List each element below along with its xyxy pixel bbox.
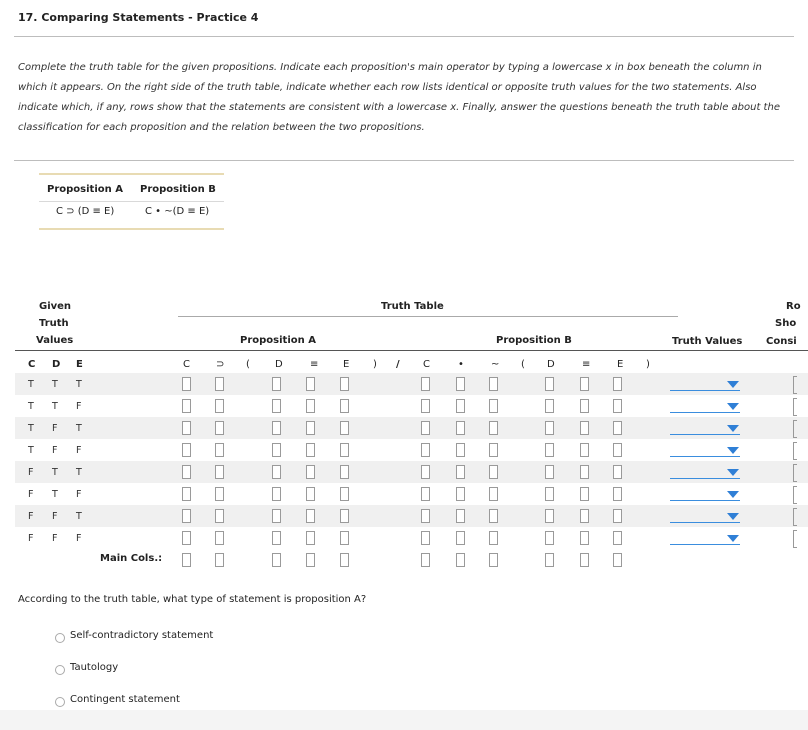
truth-value-input[interactable]: [182, 487, 191, 501]
truth-value-input[interactable]: [215, 487, 224, 501]
truth-value-input[interactable]: [340, 465, 349, 479]
prop-b-header: Proposition B: [140, 184, 216, 195]
var-c-header: C: [28, 359, 36, 370]
truth-value-input[interactable]: [580, 465, 589, 479]
truth-value-input[interactable]: [545, 509, 554, 523]
truth-value-input[interactable]: [489, 443, 498, 457]
main-col-input[interactable]: [306, 553, 315, 567]
main-cols-label: Main Cols.:: [100, 553, 163, 564]
symbol-b-c: C: [423, 359, 430, 370]
symbol-b-tilde: ~: [491, 359, 500, 370]
consistent-input[interactable]: [793, 398, 797, 416]
truth-value-input[interactable]: [489, 465, 498, 479]
truth-value-input[interactable]: [421, 509, 430, 523]
prop-box-bottom-rule: [39, 228, 224, 230]
dropdown-arrow-icon[interactable]: [727, 447, 739, 454]
truth-value-input[interactable]: [545, 443, 554, 457]
given-value: F: [28, 533, 34, 544]
given-value: T: [28, 423, 34, 434]
truth-values-dropdown[interactable]: [670, 434, 740, 435]
truth-value-input[interactable]: [421, 465, 430, 479]
symbol-a-rparen: ): [373, 359, 377, 370]
consistent-header-cut: Consi: [766, 336, 797, 347]
truth-value-input[interactable]: [272, 443, 281, 457]
truth-value-input[interactable]: [215, 509, 224, 523]
given-label-2: Truth: [39, 318, 69, 329]
given-value: T: [52, 379, 58, 390]
truth-value-input[interactable]: [613, 443, 622, 457]
truth-value-input[interactable]: [215, 377, 224, 391]
symbol-a-d: D: [275, 359, 283, 370]
truth-value-input[interactable]: [613, 531, 622, 545]
symbol-a-c: C: [183, 359, 190, 370]
truth-value-input[interactable]: [272, 399, 281, 413]
truth-value-input[interactable]: [340, 487, 349, 501]
symbol-a-horseshoe: ⊃: [216, 359, 225, 370]
table-row: [15, 395, 808, 417]
consistent-input[interactable]: [793, 464, 797, 482]
main-col-input[interactable]: [580, 553, 589, 567]
consistent-input[interactable]: [793, 376, 797, 394]
symbol-b-equiv: ≡: [582, 359, 591, 370]
consistent-input[interactable]: [793, 486, 797, 504]
truth-value-input[interactable]: [182, 421, 191, 435]
truth-value-input[interactable]: [613, 465, 622, 479]
truth-value-input[interactable]: [489, 377, 498, 391]
truth-value-input[interactable]: [340, 509, 349, 523]
var-d-header: D: [52, 359, 61, 370]
main-col-input[interactable]: [272, 553, 281, 567]
truth-value-input[interactable]: [215, 443, 224, 457]
truth-table-label: Truth Table: [381, 301, 444, 312]
truth-value-input[interactable]: [272, 465, 281, 479]
truth-value-input[interactable]: [456, 399, 465, 413]
given-value: F: [76, 401, 82, 412]
prop-a-header: Proposition A: [47, 184, 123, 195]
given-value: T: [76, 379, 82, 390]
consistent-input[interactable]: [793, 442, 797, 460]
truth-value-input[interactable]: [489, 421, 498, 435]
symbol-b-rparen: ): [646, 359, 650, 370]
truth-value-input[interactable]: [215, 465, 224, 479]
option-contingent[interactable]: Contingent statement: [70, 694, 180, 705]
main-col-input[interactable]: [489, 553, 498, 567]
prop-b-formula: C • ~(D ≡ E): [145, 206, 210, 217]
truth-value-input[interactable]: [489, 399, 498, 413]
prop-a-column-header: Proposition A: [240, 335, 316, 346]
var-e-header: E: [76, 359, 83, 370]
truth-value-input[interactable]: [456, 377, 465, 391]
truth-value-input[interactable]: [306, 377, 315, 391]
rows-header-cut: Ro: [786, 301, 801, 312]
separator-slash: /: [396, 359, 400, 370]
truth-value-input[interactable]: [580, 443, 589, 457]
main-col-input[interactable]: [613, 553, 622, 567]
truth-value-input[interactable]: [182, 531, 191, 545]
truth-value-input[interactable]: [489, 509, 498, 523]
truth-value-input[interactable]: [456, 465, 465, 479]
truth-values-dropdown[interactable]: [670, 522, 740, 523]
truth-value-input[interactable]: [421, 487, 430, 501]
symbol-b-e: E: [617, 359, 624, 370]
symbol-b-lparen: (: [521, 359, 525, 370]
truth-value-input[interactable]: [306, 443, 315, 457]
given-value: T: [52, 467, 58, 478]
given-value: F: [28, 489, 34, 500]
dropdown-arrow-icon[interactable]: [727, 513, 739, 520]
main-col-input[interactable]: [421, 553, 430, 567]
truth-value-input[interactable]: [421, 443, 430, 457]
given-value: F: [52, 533, 58, 544]
table-row: [15, 527, 808, 549]
divider: [14, 36, 794, 37]
symbol-b-dot: •: [458, 359, 464, 370]
truth-value-input[interactable]: [306, 531, 315, 545]
table-row: [15, 439, 808, 461]
dropdown-arrow-icon[interactable]: [727, 491, 739, 498]
prop-b-column-header: Proposition B: [496, 335, 572, 346]
truth-value-input[interactable]: [306, 421, 315, 435]
truth-value-input[interactable]: [340, 399, 349, 413]
option-tautology[interactable]: Tautology: [70, 662, 119, 673]
truth-value-input[interactable]: [545, 377, 554, 391]
truth-value-input[interactable]: [456, 487, 465, 501]
truth-value-input[interactable]: [340, 443, 349, 457]
truth-table-rule: [178, 316, 678, 317]
truth-value-input[interactable]: [306, 509, 315, 523]
symbol-a-lparen: (: [246, 359, 250, 370]
truth-value-input[interactable]: [272, 509, 281, 523]
consistent-input[interactable]: [793, 530, 797, 548]
truth-value-input[interactable]: [545, 399, 554, 413]
truth-value-input[interactable]: [421, 399, 430, 413]
given-value: T: [28, 379, 34, 390]
symbol-b-d: D: [547, 359, 555, 370]
truth-value-input[interactable]: [215, 399, 224, 413]
given-value: F: [76, 445, 82, 456]
truth-value-input[interactable]: [613, 509, 622, 523]
main-col-input[interactable]: [340, 553, 349, 567]
truth-value-input[interactable]: [456, 443, 465, 457]
radio-contingent[interactable]: [55, 697, 65, 707]
truth-value-input[interactable]: [306, 399, 315, 413]
divider: [14, 160, 794, 161]
dropdown-arrow-icon[interactable]: [727, 403, 739, 410]
main-col-input[interactable]: [456, 553, 465, 567]
truth-value-input[interactable]: [306, 487, 315, 501]
given-value: T: [52, 401, 58, 412]
table-row: [15, 417, 808, 439]
truth-value-input[interactable]: [580, 377, 589, 391]
truth-value-input[interactable]: [272, 531, 281, 545]
truth-value-input[interactable]: [421, 421, 430, 435]
truth-value-input[interactable]: [580, 421, 589, 435]
given-value: T: [28, 401, 34, 412]
truth-value-input[interactable]: [613, 421, 622, 435]
instructions: Complete the truth table for the given propositions. Indicate each proposition's main operator by typing a lowercase x in box beneath the column in which it appears. On the right side of the truth table, indicate whether each row lists identical or opposite truth values for the two statements. Also indicate which, if any, rows show that the statements are consistent with a lowercase x. Finally, answer the questions beneath the truth table about the classification for each proposition and the relation between the two propositions.: [18, 62, 780, 133]
truth-values-dropdown[interactable]: [670, 456, 740, 457]
symbol-a-equiv: ≡: [310, 359, 319, 370]
table-row: [15, 505, 808, 527]
truth-value-input[interactable]: [613, 487, 622, 501]
given-value: T: [76, 467, 82, 478]
truth-value-input[interactable]: [182, 399, 191, 413]
truth-values-dropdown[interactable]: [670, 412, 740, 413]
truth-values-dropdown[interactable]: [670, 390, 740, 391]
main-col-input[interactable]: [182, 553, 191, 567]
header-rule: [15, 350, 808, 351]
consistent-input[interactable]: [793, 420, 797, 438]
radio-self-contradictory[interactable]: [55, 633, 65, 643]
consistent-input[interactable]: [793, 508, 797, 526]
truth-value-input[interactable]: [182, 377, 191, 391]
table-row: [15, 461, 808, 483]
truth-value-input[interactable]: [580, 509, 589, 523]
truth-value-input[interactable]: [272, 377, 281, 391]
given-value: F: [76, 533, 82, 544]
given-label-3: Values: [36, 335, 74, 346]
truth-value-input[interactable]: [306, 465, 315, 479]
truth-value-input[interactable]: [272, 421, 281, 435]
truth-values-dropdown[interactable]: [670, 478, 740, 479]
footer-bar: [0, 710, 808, 730]
prop-box-top-rule: [39, 173, 224, 175]
truth-value-input[interactable]: [456, 421, 465, 435]
given-value: T: [76, 423, 82, 434]
truth-value-input[interactable]: [421, 377, 430, 391]
truth-value-input[interactable]: [182, 465, 191, 479]
truth-value-input[interactable]: [215, 531, 224, 545]
truth-value-input[interactable]: [182, 509, 191, 523]
truth-value-input[interactable]: [421, 531, 430, 545]
page-title: 17. Comparing Statements - Practice 4: [18, 11, 259, 24]
truth-value-input[interactable]: [545, 487, 554, 501]
main-col-input[interactable]: [215, 553, 224, 567]
symbol-a-e: E: [343, 359, 350, 370]
truth-value-input[interactable]: [182, 443, 191, 457]
dropdown-arrow-icon[interactable]: [727, 535, 739, 542]
truth-value-input[interactable]: [489, 487, 498, 501]
given-value: F: [28, 511, 34, 522]
truth-value-input[interactable]: [580, 399, 589, 413]
truth-value-input[interactable]: [215, 421, 224, 435]
truth-value-input[interactable]: [580, 531, 589, 545]
truth-values-dropdown[interactable]: [670, 544, 740, 545]
dropdown-arrow-icon[interactable]: [727, 425, 739, 432]
prop-a-formula: C ⊃ (D ≡ E): [56, 206, 115, 217]
truth-value-input[interactable]: [613, 377, 622, 391]
dropdown-arrow-icon[interactable]: [727, 469, 739, 476]
given-value: T: [28, 445, 34, 456]
truth-value-input[interactable]: [272, 487, 281, 501]
truth-value-input[interactable]: [545, 421, 554, 435]
truth-value-input[interactable]: [456, 509, 465, 523]
truth-value-input[interactable]: [580, 487, 589, 501]
table-row: [15, 483, 808, 505]
given-label-1: Given: [39, 301, 72, 312]
question-text: According to the truth table, what type of statement is proposition A?: [18, 594, 367, 605]
table-row: [15, 373, 808, 395]
truth-value-input[interactable]: [340, 531, 349, 545]
given-value: F: [52, 445, 58, 456]
option-self-contradictory[interactable]: Self-contradictory statement: [70, 630, 214, 641]
truth-value-input[interactable]: [545, 531, 554, 545]
truth-value-input[interactable]: [613, 399, 622, 413]
truth-value-input[interactable]: [456, 531, 465, 545]
show-header-cut: Sho: [775, 318, 797, 329]
given-value: F: [52, 423, 58, 434]
truth-value-input[interactable]: [340, 377, 349, 391]
truth-values-header: Truth Values: [672, 336, 743, 347]
given-value: F: [52, 511, 58, 522]
truth-value-input[interactable]: [545, 465, 554, 479]
truth-value-input[interactable]: [340, 421, 349, 435]
given-value: T: [76, 511, 82, 522]
given-value: T: [52, 489, 58, 500]
main-col-input[interactable]: [545, 553, 554, 567]
prop-box-mid-rule: [39, 201, 224, 202]
truth-value-input[interactable]: [489, 531, 498, 545]
given-value: F: [76, 489, 82, 500]
radio-tautology[interactable]: [55, 665, 65, 675]
truth-values-dropdown[interactable]: [670, 500, 740, 501]
dropdown-arrow-icon[interactable]: [727, 381, 739, 388]
given-value: F: [28, 467, 34, 478]
